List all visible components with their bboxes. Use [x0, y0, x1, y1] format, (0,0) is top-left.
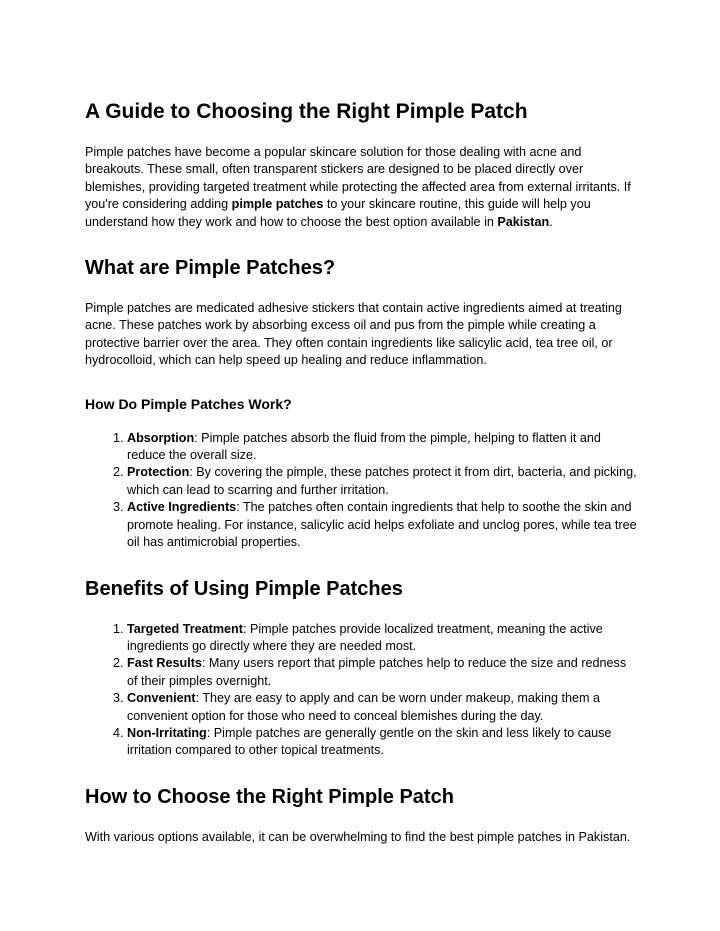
intro-text-3: . [549, 214, 553, 229]
list-item-term: Protection [127, 465, 190, 480]
intro-paragraph [85, 144, 640, 231]
choose-paragraph: With various options available, it can be overwhelming to find the best pimple patches in Pakistan. [85, 829, 631, 844]
list-item-term: Non-Irritating [127, 725, 207, 740]
heading-how-to-choose: How to Choose the Right Pimple Patch [85, 785, 454, 808]
list-item [127, 430, 640, 465]
intro-bold-pimple-patches: pimple patches [231, 197, 324, 212]
list-item-term: Convenient [127, 691, 196, 706]
list-item-term: Targeted Treatment [127, 621, 243, 636]
how-list [85, 430, 640, 552]
heading-how-do-pimple-patches-work: How Do Pimple Patches Work? [85, 395, 292, 412]
list-item-text: : The patches often contain ingredients that help to soothe the skin and promote healing. For instance, salicylic acid helps exfoliate and unclog pores, while tea tree oil has antimicrobial properties. [127, 500, 637, 550]
list-item-text: : Pimple patches absorb the fluid from the pimple, helping to flatten it and reduce the overall size. [127, 430, 601, 463]
list-item-text: : They are easy to apply and can be worn under makeup, making them a convenient option for those who need to conceal blemishes during the day. [127, 691, 600, 723]
list-item-text: : Many users report that pimple patches help to reduce the size and redness of their pimples overnight. [127, 656, 627, 688]
list-item-term: Fast Results [127, 656, 202, 671]
intro-text-1: Pimple patches have become a popular skincare solution for those dealing with acne and breakouts. These small, often transparent stickers are designed to be placed directly over blemishes, providing targeted treatment while protecting the affected area from external irritants. If you're considering adding [85, 145, 631, 212]
list-item [127, 464, 640, 499]
list-item-text: : Pimple patches provide localized treatment, meaning the active ingredients go directly where they are needed most. [127, 621, 603, 653]
list-item [127, 655, 640, 690]
list-item-text: : Pimple patches are generally gentle on the skin and less likely to cause irritation compared to other topical treatments. [127, 725, 612, 758]
list-item-term: Absorption [127, 430, 195, 445]
intro-bold-pakistan: Pakistan [497, 214, 550, 229]
list-item-term: Active Ingredients [127, 500, 237, 515]
what-paragraph: Pimple patches are medicated adhesive stickers that contain active ingredients aimed at treating acne. These patches work by absorbing excess oil and pus from the pimple while creating a protective barrier over the area. They often contain ingredients like salicylic acid, tea tree oil, or hydrocolloid, which can help speed up healing and reduce inflammation. [85, 301, 622, 368]
list-item [127, 690, 640, 725]
heading-benefits: Benefits of Using Pimple Patches [85, 577, 403, 600]
benefits-list [85, 621, 640, 760]
heading-what-are-pimple-patches: What are Pimple Patches? [85, 257, 336, 280]
list-item [127, 621, 640, 656]
list-item [127, 499, 640, 551]
list-item [127, 725, 640, 760]
page-title: A Guide to Choosing the Right Pimple Patch [85, 100, 528, 123]
list-item-text: : By covering the pimple, these patches protect it from dirt, bacteria, and picking, which can lead to scarring and further irritation. [127, 465, 637, 497]
intro-text-2: to your skincare routine, this guide will help you understand how they work and how to choose the best option available in [85, 197, 591, 229]
